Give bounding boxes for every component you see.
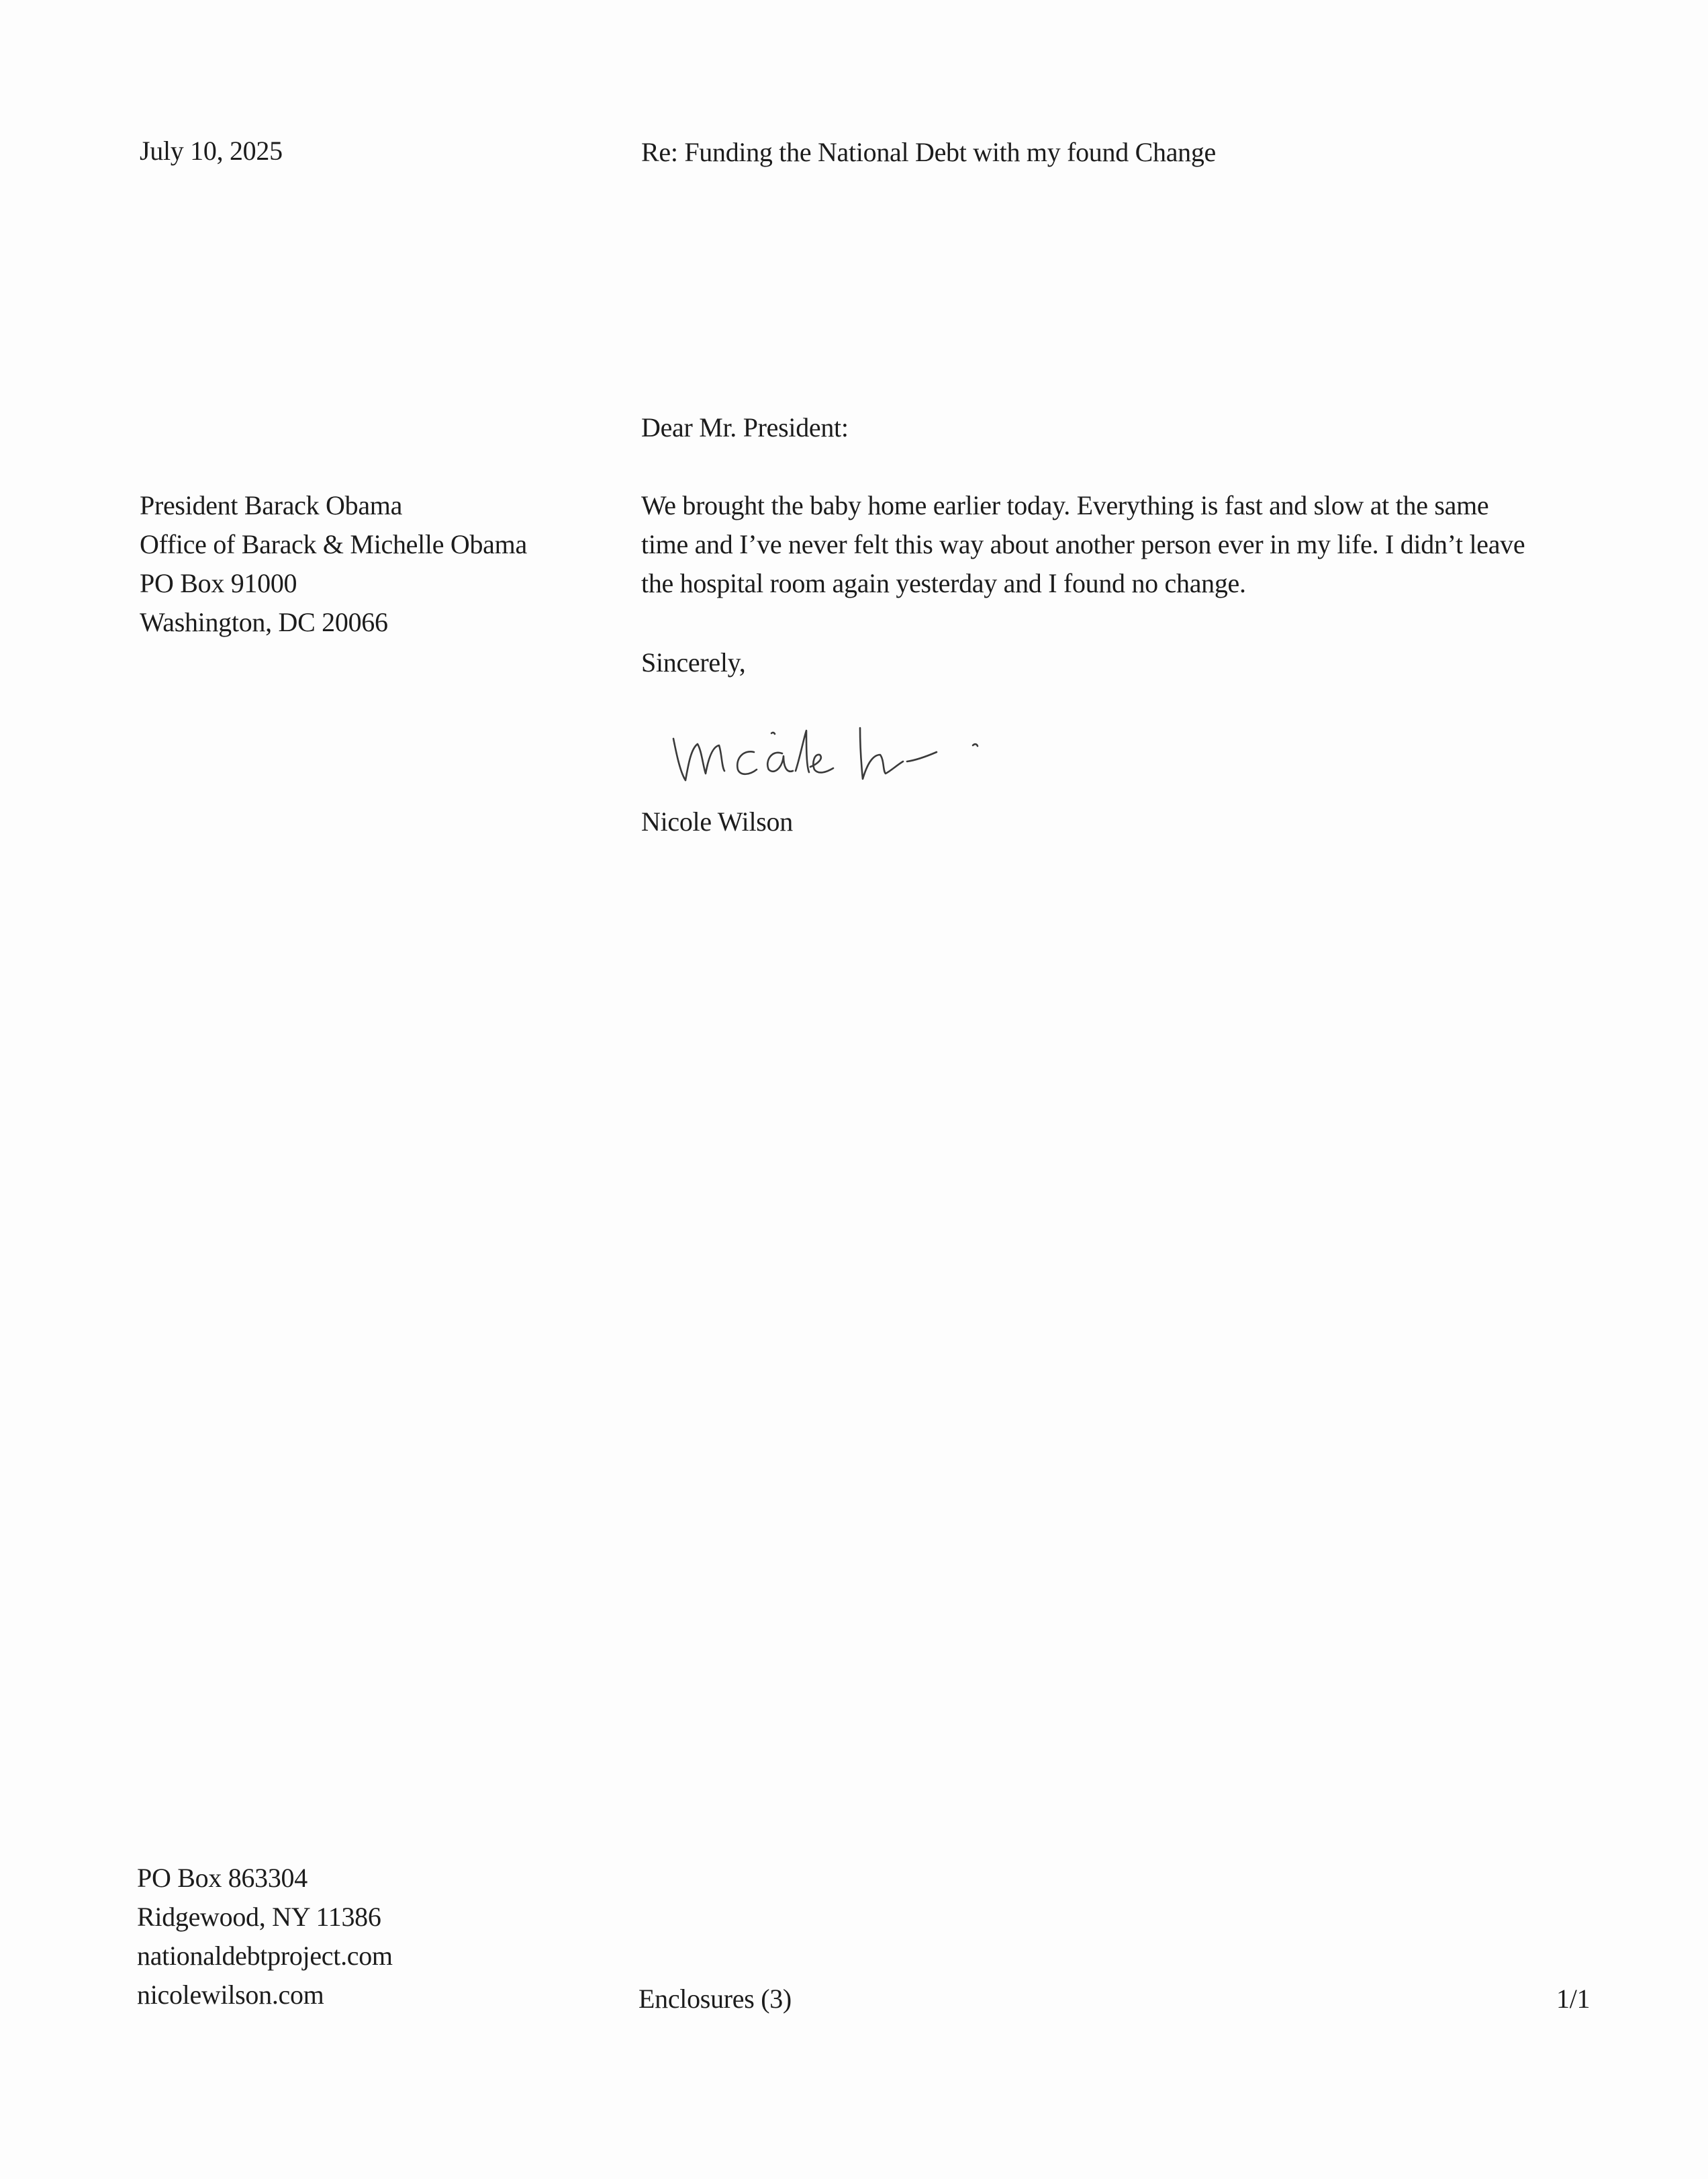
sender-address [137, 1859, 393, 2014]
signer-name: Nicole Wilson [641, 806, 793, 837]
letter-subject: Re: Funding the National Debt with my found Change [641, 137, 1216, 167]
closing: Sincerely, [641, 647, 746, 678]
body-line: We brought the baby home earlier today. Everything is fast and slow at the same [641, 490, 1489, 520]
letter-body [641, 486, 1595, 603]
handwritten-signature-icon [668, 712, 1017, 792]
page-number: 1/1 [1556, 1984, 1591, 2014]
sender-line: nicolewilson.com [137, 1980, 324, 2010]
body-line: the hospital room again yesterday and I found no change. [641, 568, 1246, 598]
letter-date: July 10, 2025 [140, 136, 283, 166]
enclosures-note: Enclosures (3) [638, 1984, 792, 2014]
recipient-line: President Barack Obama [140, 490, 403, 520]
salutation: Dear Mr. President: [641, 412, 849, 443]
recipient-line: Washington, DC 20066 [140, 607, 388, 637]
recipient-address [140, 486, 527, 642]
sender-line: PO Box 863304 [137, 1863, 307, 1893]
body-line: time and I’ve never felt this way about another person ever in my life. I didn’t leave [641, 529, 1525, 559]
sender-line: nationaldebtproject.com [137, 1941, 393, 1971]
recipient-line: PO Box 91000 [140, 568, 297, 598]
sender-line: Ridgewood, NY 11386 [137, 1902, 381, 1932]
recipient-line: Office of Barack & Michelle Obama [140, 529, 527, 559]
